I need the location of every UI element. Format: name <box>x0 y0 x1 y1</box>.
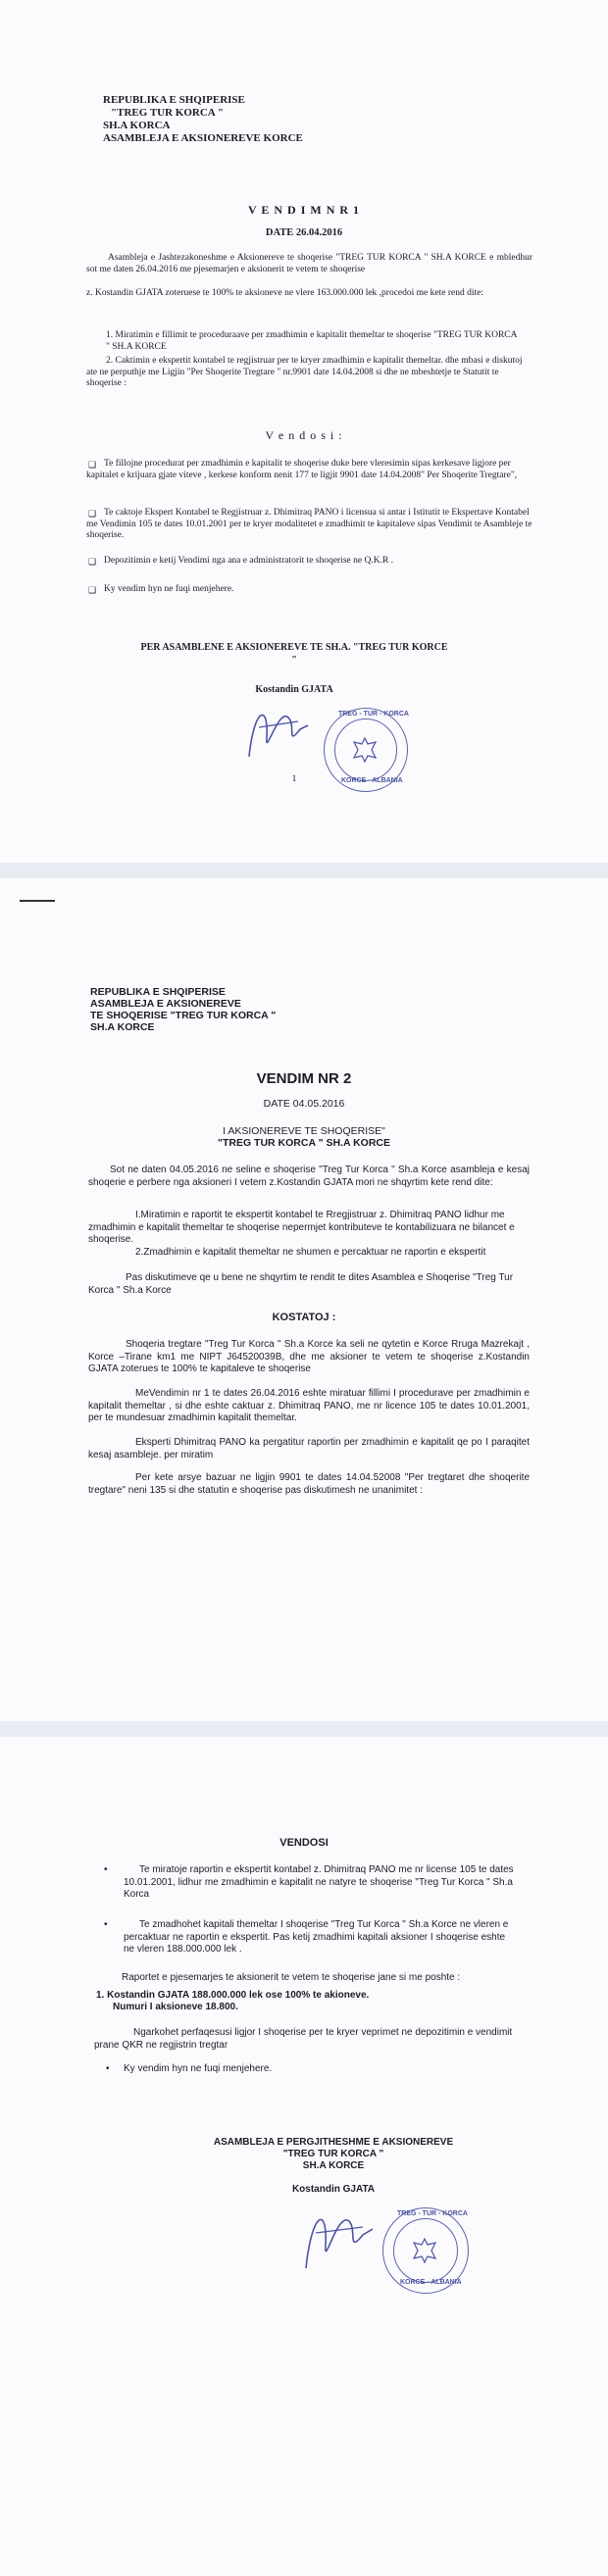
seal-text: TREG - TUR - KORCA <box>338 711 409 718</box>
shares-count: Numuri I aksioneve 18.800. <box>113 2002 238 2012</box>
document-date: DATE 26.04.2016 <box>265 227 343 238</box>
decision-item: Ky vendim hyn ne fuqi menjehere. <box>124 2063 273 2074</box>
page-title: V E N D I M N R 1 <box>247 203 361 217</box>
bullet-icon: • <box>104 1919 108 1930</box>
finding-paragraph: Per kete arsye bazuar ne ligjin 9901 te dates 14.04.52008 "Per tregtaret dhe shoqerite tregtare" neni 135 si dhe statutin e shoqerise pas diskutimesh ne unanimitet : <box>88 1472 530 1496</box>
section-title: VENDOSI <box>279 1837 329 1849</box>
decision-item: Te zmadhohet kapitali themeltar I shoqerise "Treg Tur Korca " Sh.a Korce ne vleren e percaktuar ne raportin e ekspertit. Pas ketij zmadhimi kapitali aksioner I shoqerise eshte ne vleren 188.000.000 lek . <box>124 1919 509 1955</box>
agenda-item: I.Miratimin e raportit te ekspertit kontabel te Rregjistruar z. Dhimitraq PANO lidhur me zmadhimin e kapitalit themeltar te shoqerise nepermjet kontributeve te kontabilizuara ne bilancet e shoqerise. <box>88 1210 515 1245</box>
eagle-emblem-icon <box>410 2235 439 2264</box>
finding-paragraph: MeVendimin nr 1 te dates 26.04.2016 eshte miratuar fillimi I procedurave per zmadhimin e kapitalit themeltar , si dhe eshte caktuar z. Dhimitraq PANO, me nr licence 105 te dates 10.01.2001, per te mundesuar zmadhimin kapitalit themeltar. <box>88 1388 530 1423</box>
header-line: SH.A KORCE <box>90 1021 155 1033</box>
bullet-icon: • <box>104 1864 108 1875</box>
signer-name: Kostandin GJATA <box>255 684 333 695</box>
scan-artifact <box>20 900 55 902</box>
bullet-icon: • <box>106 2063 110 2074</box>
agenda-item: 1. Miratimin e fillimit te proceduraave per zmadhimin e kapitalit themeltar te shoqerise "TREG TUR KORCA " SH.A KORCE <box>106 330 517 352</box>
signature-block-heading: "TREG TUR KORCA " <box>282 2149 384 2159</box>
finding-paragraph: Shoqeria tregtare "Treg Tur Korca " Sh.a Korce ka seli ne qytetin e Korce Rruga Mazrekajt , Korce –Tirane km1 me NIPT J64520039B, dhe me aksioner te vetem te shoqerise z.Kostandin GJATA zoterues te 100% te kapitaleve te shoqerise <box>88 1339 530 1374</box>
shares-intro: Raportet e pjesemarjes te aksionerit te vetem te shoqerise jane si me poshte : <box>122 1972 461 1983</box>
subtitle: "TREG TUR KORCA " SH.A KORCE <box>217 1137 390 1149</box>
decision-item: Te fillojne procedurat per zmadhimin e kapitalit te shoqerise duke bere vleresimin sipas kerkesave ligjore per kapitalet e krijuara gjate viteve , kerkese konform nenit 177 te ligjit 9901 date 14.04.2008" Per Shoqerite Tregtare", <box>86 459 518 480</box>
header-line: SH.A KORCA <box>103 120 171 131</box>
seal-text: KORCE - ALBANIA <box>400 2279 462 2286</box>
document-page-2 <box>0 878 608 1721</box>
bullet-icon: ❑ <box>88 585 97 595</box>
signature-icon <box>294 2200 382 2278</box>
header-line: ASAMBLEJA E AKSIONEREVE KORCE <box>103 132 303 144</box>
shareholder-line: z. Kostandin GJATA zoteruese te 100% te aksioneve ne vlere 163.000.000 lek ,procedoi me kete rend dite: <box>86 288 483 298</box>
document-date: DATE 04.05.2016 <box>263 1098 345 1110</box>
document-page-3 <box>0 1737 608 2576</box>
intro-paragraph: Asambleja e Jashtezakoneshme e Aksionereve te shoqerise "TREG TUR KORCA " SH.A KORCE e mbledhur sot me daten 26.04.2016 me pjesemarjen e aksionerit te vetem te shoqerise <box>86 253 532 274</box>
header-line: "TREG TUR KORCA " <box>111 107 225 119</box>
decision-item: Te miratoje raportin e ekspertit kontabel z. Dhimitraq PANO me nr license 105 te dates 10.01.2001, lidhur me zmadhimin e kapitalit ne natyre te shoqerise "Treg Tur Korca " Sh.a Korca <box>124 1864 514 1900</box>
intro-paragraph: Sot ne daten 04.05.2016 ne seline e shoqerise "Treg Tur Korca " Sh.a Korce asambleja e kesaj shoqerie e perbere nga aksioneri I vetem z.Kostandin GJATA mori ne shqyrtim kete rend dite: <box>88 1164 530 1188</box>
signer-name: Kostandin GJATA <box>291 2184 376 2195</box>
header-line: REPUBLIKA E SHQIPERISE <box>90 986 226 998</box>
header-line: ASAMBLEJA E AKSIONEREVE <box>90 998 241 1010</box>
decision-item: Ky vendim hyn ne fuqi menjehere. <box>104 584 234 594</box>
section-title: KOSTATOJ : <box>272 1312 336 1323</box>
header-line: TE SHOQERISE "TREG TUR KORCA " <box>90 1010 277 1021</box>
finding-paragraph: Eksperti Dhimitraq PANO ka pergatitur raportin per zmadhimin e kapitalit qe po I paraqitet kesaj asambleje. per miratim <box>88 1437 530 1461</box>
subtitle: I AKSIONEREVE TE SHOQERISE" <box>223 1125 385 1137</box>
company-seal-icon <box>324 708 408 792</box>
section-title: V e n d o s i : <box>265 428 343 442</box>
signature-icon <box>239 698 318 767</box>
decision-item: Te caktoje Ekspert Kontabel te Regjistruar z. Dhimitraq PANO i licensua si antar i Istitutit te Ekspertave Kontabel me Vendimin 105 te dates 10.01.2001 per te kryer modalitetet e zmadhimit te kapitaleve sipas Vendimit te Asambleje te shoqerise. <box>86 508 532 540</box>
filing-paragraph: Ngarkohet perfaqesusi ligjor I shoqerise per te kryer veprimet ne depozitimin e vendimit prane QKR ne regjistrin tregtar <box>94 2027 513 2051</box>
agenda-item: 2. Caktimin e ekspertit kontabel te regjistruar per te kryer zmadhimin e kapitalit themeltar. dhe mbasi e diskutoj ate ne perputhje me Ligjin "Per Shoqerite Tregtare " nr.9901 date 14.04.2008 si dhe ne mbeshtetje te Statutit te shoqerise : <box>86 356 523 388</box>
bullet-icon: ❑ <box>88 509 97 519</box>
signature-block-heading: ASAMBLEJA E PERGJITHESHME E AKSIONEREVE <box>213 2137 454 2148</box>
discussion-paragraph: Pas diskutimeve qe u bene ne shqyrtim te rendit te dites Asamblea e Shoqerise "Treg Tur Korca " Sh.a Korce <box>88 1272 514 1296</box>
bullet-icon: ❑ <box>88 557 97 567</box>
page-title: VENDIM NR 2 <box>256 1070 352 1087</box>
agenda-item: 2.Zmadhimin e kapitalit themeltar ne shumen e percaktuar ne raportin e ekspertit <box>135 1247 486 1258</box>
header-line: REPUBLIKA E SHQIPERISE <box>103 94 245 106</box>
document-page-1 <box>0 0 608 863</box>
seal-text: KORCE - ALBANIA <box>341 777 403 784</box>
company-seal-icon <box>382 2207 469 2294</box>
eagle-emblem-icon <box>350 734 380 764</box>
signature-block-heading: SH.A KORCE <box>302 2160 365 2171</box>
bullet-icon: ❑ <box>88 460 97 470</box>
shareholder-entry: 1. Kostandin GJATA 188.000.000 lek ose 100% te akioneve. <box>96 1990 370 2001</box>
page-number: 1 <box>291 774 297 784</box>
decision-item: Depozitimin e ketij Vendimi nga ana e administratorit te shoqerise ne Q.K.R . <box>104 556 394 566</box>
seal-text: TREG - TUR - KORCA <box>397 2210 468 2217</box>
signature-block-heading: PER ASAMBLENE E AKSIONEREVE TE SH.A. "TREG TUR KORCE " <box>140 642 448 666</box>
